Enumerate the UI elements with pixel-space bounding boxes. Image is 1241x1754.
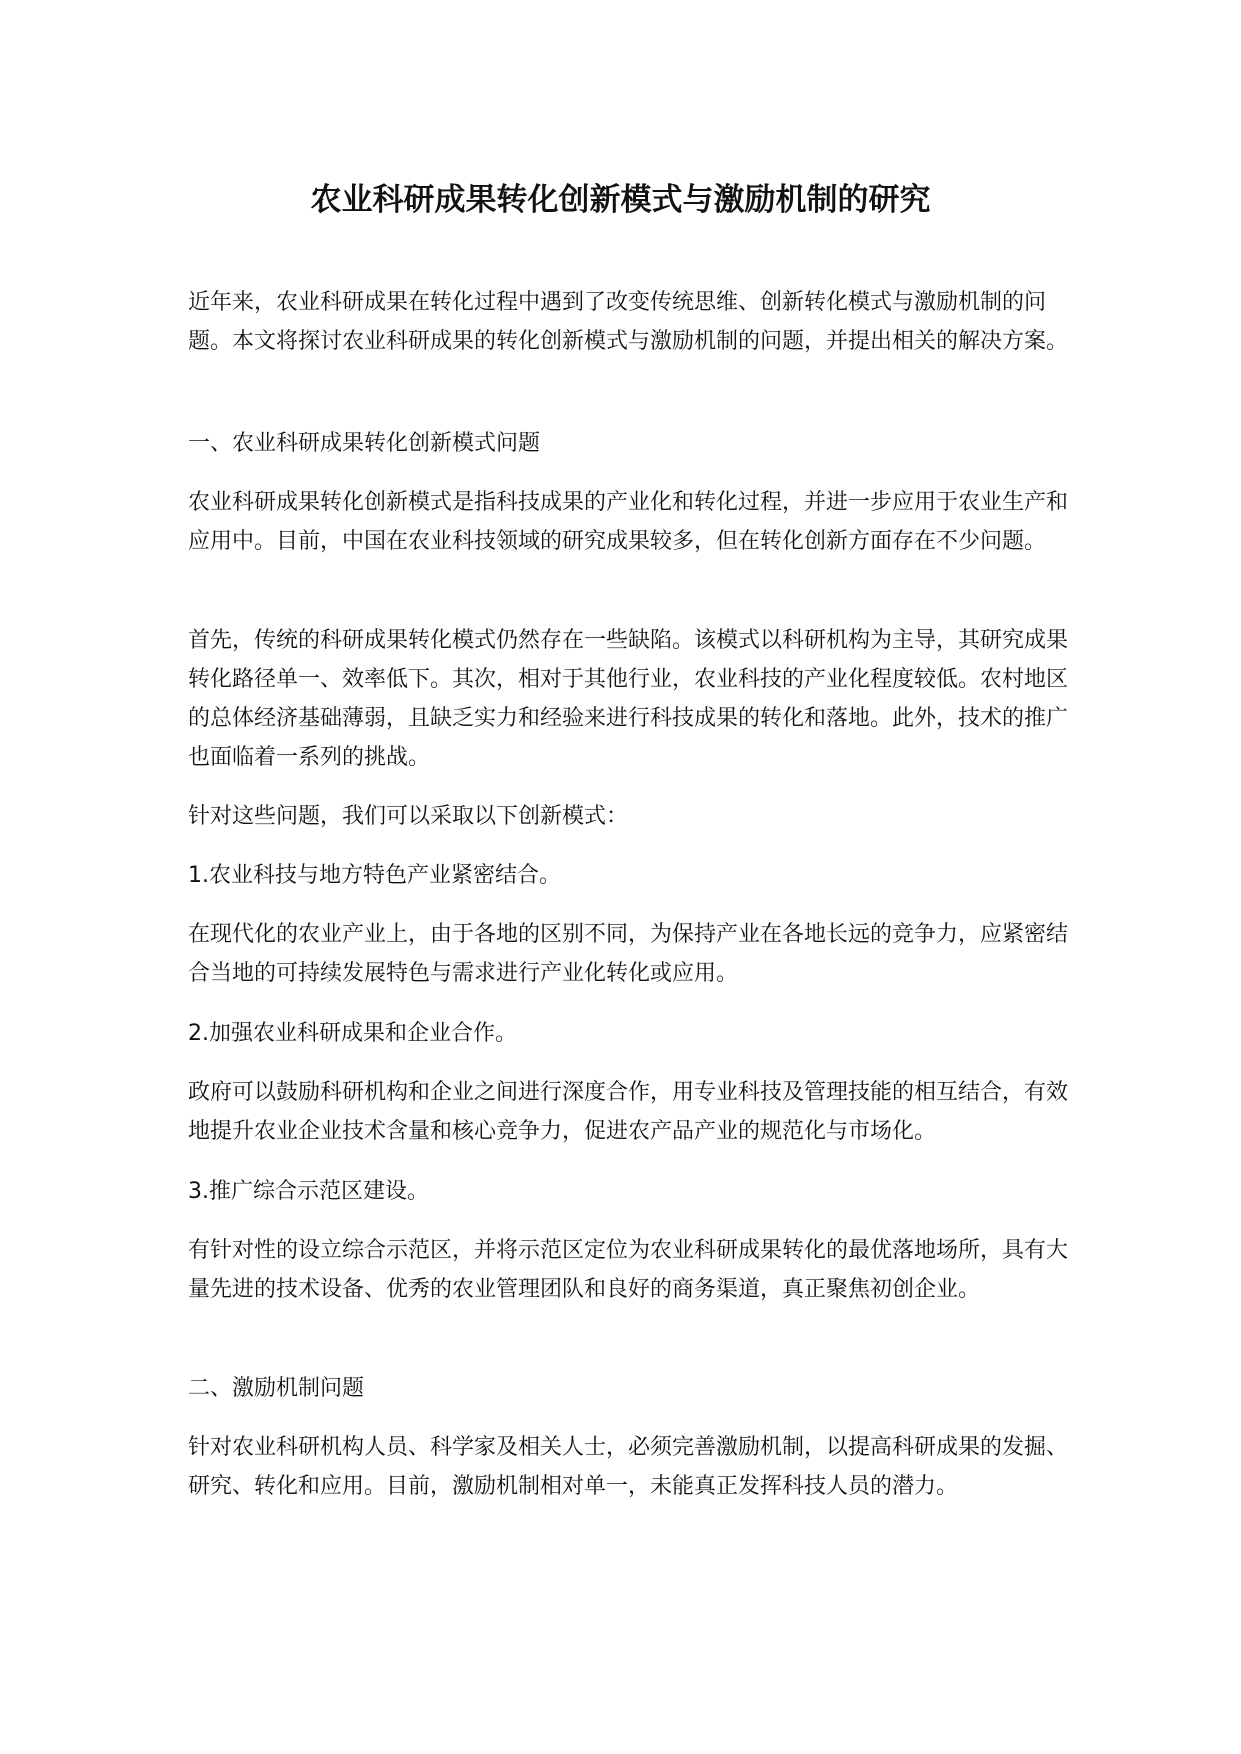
document-title: 农业科研成果转化创新模式与激励机制的研究	[310, 182, 931, 218]
list-item-heading-3: 3.推广综合示范区建设。	[188, 1179, 429, 1204]
paragraph-item-1: 在现代化的农业产业上，由于各地的区别不同，为保持产业在各地长远的竞争力，应紧密结合当地的可持续发展特色与需求进行产业化转化或应用。	[188, 922, 1069, 986]
paragraph-incentive: 针对农业科研机构人员、科学家及相关人士，必须完善激励机制，以提高科研成果的发掘、研究、转化和应用。目前，激励机制相对单一，未能真正发挥科技人员的潜力。	[188, 1435, 1069, 1499]
paragraph-problems: 首先，传统的科研成果转化模式仍然存在一些缺陷。该模式以科研机构为主导，其研究成果转化路径单一、效率低下。其次，相对于其他行业，农业科技的产业化程度较低。农村地区的总体经济基础薄弱，且缺乏实力和经验来进行科技成果的转化和落地。此外，技术的推广也面临着一系列的挑战。	[188, 628, 1069, 770]
section-heading-2: 二、激励机制问题	[188, 1376, 365, 1401]
paragraph-intro: 近年来，农业科研成果在转化过程中遇到了改变传统思维、创新转化模式与激励机制的问题。本文将探讨农业科研成果的转化创新模式与激励机制的问题，并提出相关的解决方案。	[188, 290, 1069, 354]
paragraph-lead-in: 针对这些问题，我们可以采取以下创新模式：	[188, 804, 629, 829]
paragraph-item-3: 有针对性的设立综合示范区，并将示范区定位为农业科研成果转化的最优落地场所，具有大量先进的技术设备、优秀的农业管理团队和良好的商务渠道，真正聚焦初创企业。	[188, 1238, 1069, 1302]
list-item-heading-1: 1.农业科技与地方特色产业紧密结合。	[188, 863, 561, 888]
section-heading-1: 一、农业科研成果转化创新模式问题	[188, 431, 541, 456]
list-item-heading-2: 2.加强农业科研成果和企业合作。	[188, 1021, 517, 1046]
paragraph-definition: 农业科研成果转化创新模式是指科技成果的产业化和转化过程，并进一步应用于农业生产和应用中。目前，中国在农业科技领域的研究成果较多，但在转化创新方面存在不少问题。	[188, 490, 1069, 554]
paragraph-item-2: 政府可以鼓励科研机构和企业之间进行深度合作，用专业科技及管理技能的相互结合，有效地提升农业企业技术含量和核心竞争力，促进农产品产业的规范化与市场化。	[188, 1080, 1069, 1144]
